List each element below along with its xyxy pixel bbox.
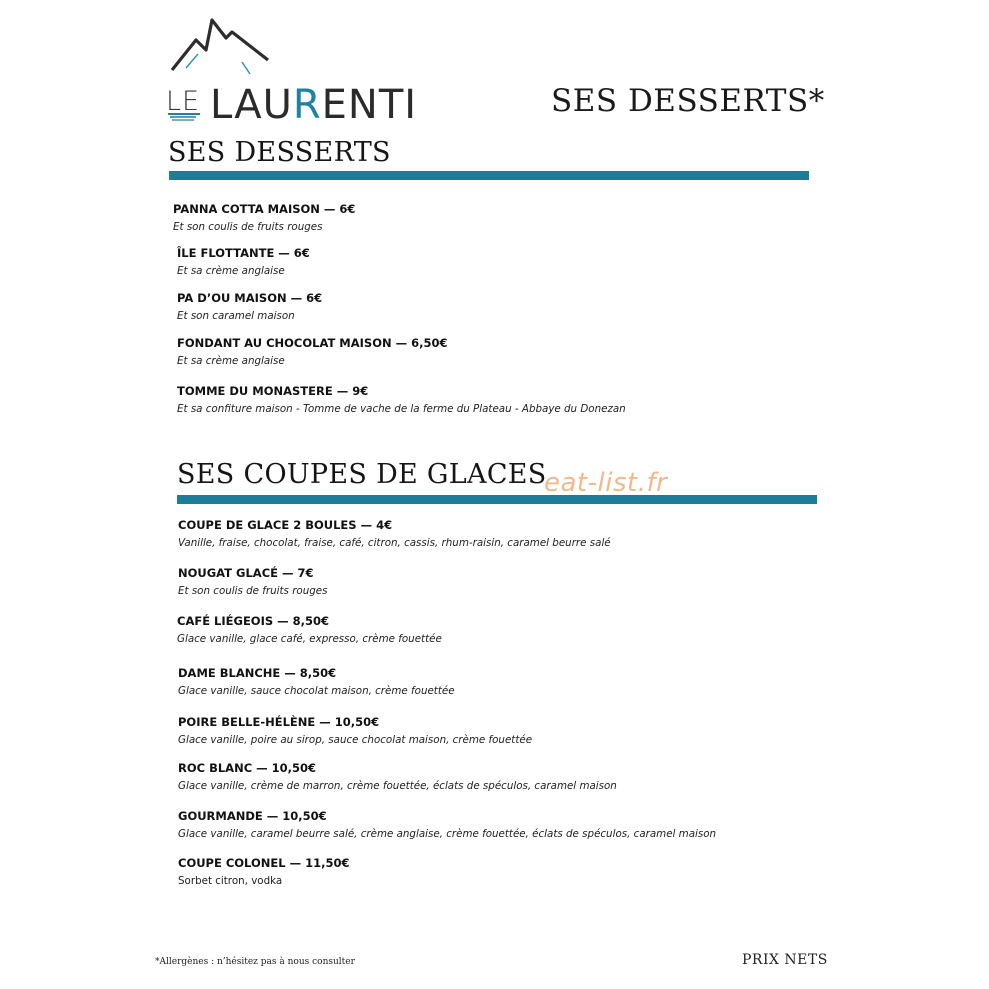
logo-name-start: LAU	[210, 82, 293, 128]
glaces-section-title: SES COUPES DE GLACES	[177, 459, 547, 490]
menu-item-description: Glace vanille, poire au sirop, sauce chocolat maison, crème fouettée	[178, 734, 533, 746]
menu-item	[177, 613, 442, 647]
menu-item-name: GOURMANDE — 10,50€	[178, 809, 327, 823]
menu-item-name: PANNA COTTA MAISON — 6€	[173, 202, 356, 216]
menu-item-description: Et sa confiture maison - Tomme de vache de la ferme du Plateau - Abbaye du Donezan	[177, 403, 626, 415]
logo-prefix: LE	[166, 86, 201, 117]
menu-item	[178, 714, 532, 748]
menu-item-description: Et son coulis de fruits rouges	[173, 221, 323, 233]
allergen-footnote: *Allergènes : n’hésitez pas à nous consulter	[155, 957, 355, 967]
menu-item-description: Et sa crème anglaise	[177, 355, 285, 367]
menu-item-name: FONDANT AU CHOCOLAT MAISON — 6,50€	[177, 336, 448, 350]
menu-item	[178, 665, 455, 699]
menu-item-description: Sorbet citron, vodka	[178, 875, 283, 887]
menu-item	[177, 335, 448, 369]
menu-item-name: DAME BLANCHE — 8,50€	[178, 666, 337, 680]
menu-item	[178, 517, 611, 551]
menu-item-description: Glace vanille, crème de marron, crème fouettée, éclats de spéculos, caramel maison	[178, 780, 617, 792]
menu-item	[178, 808, 716, 842]
menu-item-name: ROC BLANC — 10,50€	[178, 761, 317, 775]
menu-item-description: Vanille, fraise, chocolat, fraise, café, citron, cassis, rhum-raisin, caramel beurre salé	[178, 537, 611, 549]
menu-item	[177, 290, 322, 324]
menu-item-name: PA D’OU MAISON — 6€	[177, 291, 323, 305]
desserts-divider	[169, 171, 809, 180]
menu-item	[178, 855, 349, 889]
desserts-section-title: SES DESSERTS	[168, 137, 391, 168]
logo-name	[210, 82, 417, 128]
menu-item	[178, 565, 328, 599]
menu-item	[178, 760, 617, 794]
logo-name-accent: R	[292, 82, 322, 128]
menu-item-description: Et son coulis de fruits rouges	[178, 585, 328, 597]
menu-item-name: POIRE BELLE-HÉLÈNE — 10,50€	[178, 715, 380, 729]
menu-item-name: COUPE DE GLACE 2 BOULES — 4€	[178, 518, 393, 532]
menu-item-name: CAFÉ LIÉGEOIS — 8,50€	[177, 614, 330, 628]
menu-item-name: NOUGAT GLACÉ — 7€	[178, 566, 314, 580]
page-title: SES DESSERTS*	[551, 83, 825, 119]
menu-item	[177, 383, 626, 417]
logo-name-end: ENTI	[321, 82, 418, 128]
prix-nets-label: PRIX NETS	[742, 952, 828, 968]
menu-item-name: TOMME DU MONASTERE — 9€	[177, 384, 369, 398]
menu-item-description: Glace vanille, caramel beurre salé, crème anglaise, crème fouettée, éclats de spéculos, caramel maison	[178, 828, 717, 840]
restaurant-logo	[166, 16, 442, 128]
menu-item-description: Glace vanille, sauce chocolat maison, crème fouettée	[178, 685, 455, 697]
menu-item-description: Et son caramel maison	[177, 310, 295, 322]
menu-item	[177, 245, 310, 279]
menu-item-description: Glace vanille, glace café, expresso, crème fouettée	[177, 633, 442, 645]
glaces-divider	[177, 495, 817, 504]
menu-item-name: ÎLE FLOTTANTE — 6€	[177, 246, 310, 260]
menu-item-description: Et sa crème anglaise	[177, 265, 285, 277]
watermark: eat-list.fr	[544, 468, 668, 498]
menu-item	[173, 201, 355, 235]
menu-item-name: COUPE COLONEL — 11,50€	[178, 856, 350, 870]
